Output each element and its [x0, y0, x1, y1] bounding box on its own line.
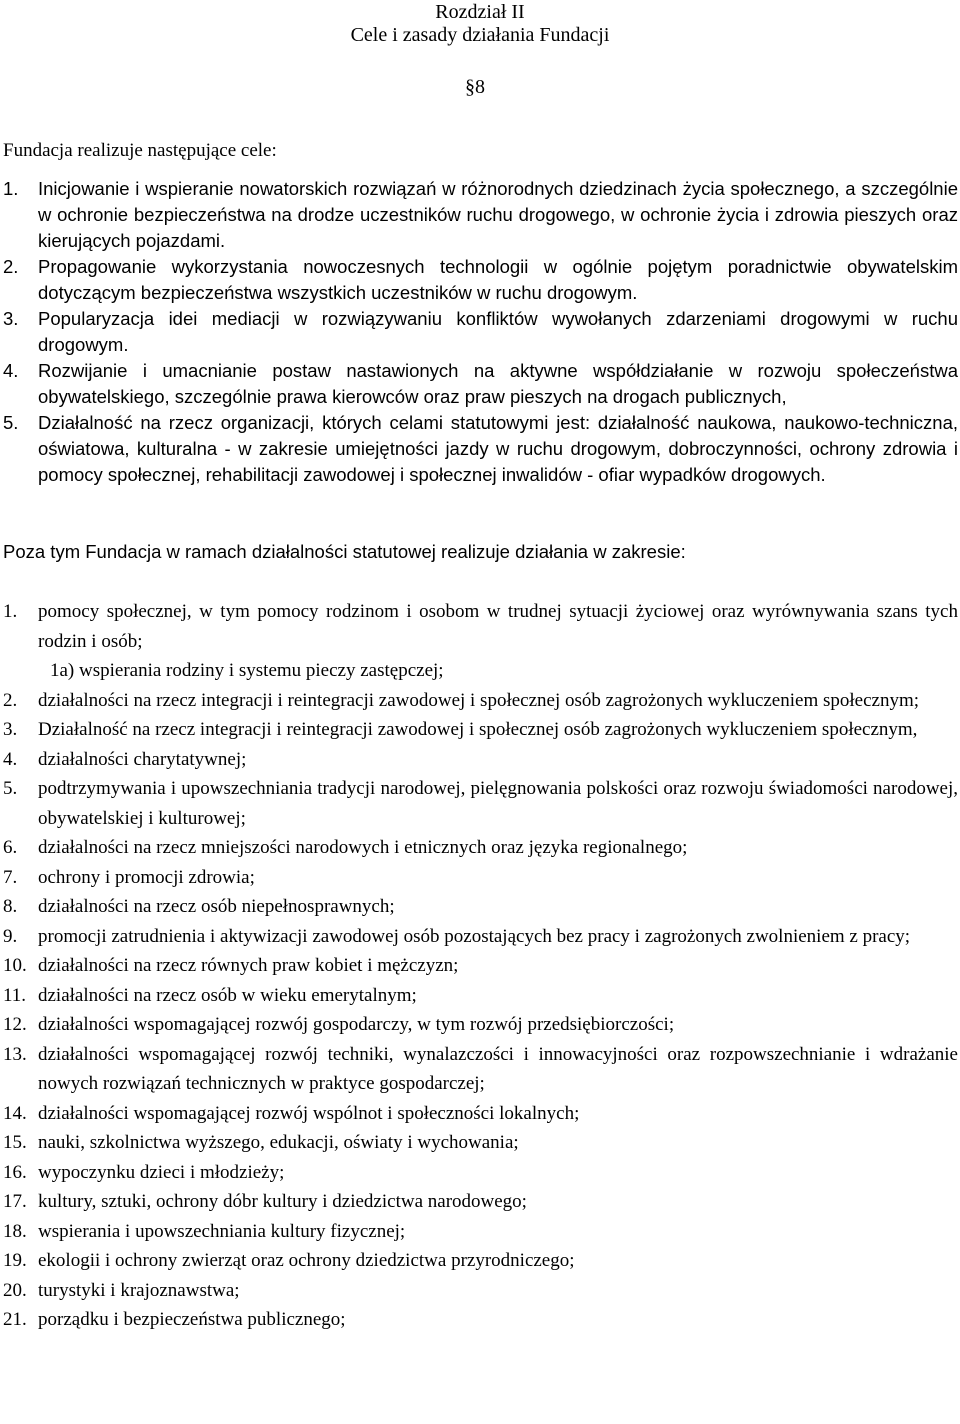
scope-number: 17. — [3, 1191, 27, 1212]
scope-text: wspierania i upowszechniania kultury fizycznej; — [38, 1220, 406, 1242]
scope-number: 8. — [3, 896, 18, 917]
scope-number: 14. — [3, 1102, 27, 1124]
scope-item — [3, 715, 958, 745]
scope-item — [3, 1040, 958, 1099]
goal-number: 2. — [3, 256, 19, 277]
scope-item — [3, 1128, 958, 1158]
scope-text: działalności na rzecz osób niepełnosprawnych; — [38, 896, 395, 917]
goal-item — [3, 306, 958, 358]
goal-number: 1. — [3, 178, 19, 199]
scope-item — [3, 922, 958, 952]
goal-number: 3. — [3, 308, 19, 329]
scope-item — [3, 892, 958, 922]
scope-item — [3, 1246, 958, 1276]
scope-text: porządku i bezpieczeństwa publicznego; — [38, 1309, 346, 1330]
goals-intro: Fundacja realizuje następujące cele: — [3, 140, 277, 161]
goal-text: Inicjowanie i wspieranie nowatorskich rozwiązań w różnorodnych dziedzinach życia społecznego, a szczególnie w ochronie bezpieczeństwa na drodze uczestników ruchu drogowego, w ochronie życia i zdrowia pieszych oraz kierujących pojazdami. — [38, 178, 958, 251]
goal-text: Propagowanie wykorzystania nowoczesnych technologii w ogólnie pojętym poradnictwie obywatelskim dotyczącym bezpieczeństwa wszystkich uczestników w ruchu drogowym. — [38, 256, 958, 303]
scope-text: działalności wspomagającej rozwój gospodarczy, w tym rozwój przedsiębiorczości; — [38, 1014, 675, 1035]
scope-number: 18. — [3, 1220, 27, 1242]
goal-item — [3, 410, 958, 488]
goal-item — [3, 254, 958, 306]
scope-number: 3. — [3, 719, 18, 740]
scope-number: 11. — [3, 984, 27, 1006]
scope-intro: Poza tym Fundacja w ramach działalności statutowej realizuje działania w zakresie: — [3, 541, 686, 562]
scope-text: działalności na rzecz integracji i reintegracji zawodowej i społecznej osób zagrożonych wykluczeniem społecznym; — [38, 689, 920, 711]
scope-text: wypoczynku dzieci i młodzieży; — [38, 1161, 285, 1183]
scope-text: działalności na rzecz równych praw kobiet i mężczyzn; — [38, 955, 459, 976]
scope-number: 7. — [3, 866, 18, 888]
scope-item — [3, 1099, 958, 1129]
scope-text: Działalność na rzecz integracji i reintegracji zawodowej i społecznej osób zagrożonych wykluczeniem społecznym, — [38, 719, 918, 740]
scope-number: 20. — [3, 1279, 27, 1301]
goal-text: Działalność na rzecz organizacji, których celami statutowymi jest: działalność naukowa, naukowo-techniczna, oświatowa, kulturalna - w zakresie umiejętności jazdy w ruchu drogowym, dobroczynności, ochrony zdrowia i pomocy społecznej, rehabilitacji zawodowej i społecznej inwalidów - ofiar wypadków drogowych. — [38, 412, 958, 485]
scope-text: działalności charytatywnej; — [38, 748, 247, 770]
scope-item — [3, 1305, 958, 1335]
scope-number: 15. — [3, 1132, 27, 1153]
scope-item — [3, 833, 958, 863]
section-mark: §8 — [465, 76, 485, 98]
scope-text: działalności wspomagającej rozwój techniki, wynalazczości i innowacyjności oraz rozpowszechnianie i wdrażanie nowych rozwiązań technicznych w praktyce gospodarczej; — [38, 1043, 958, 1094]
scope-text: turystyki i krajoznawstwa; — [38, 1279, 240, 1301]
scope-item — [3, 1010, 958, 1040]
goal-number: 4. — [3, 360, 19, 381]
scope-text: działalności na rzecz mniejszości narodowych i etnicznych oraz języka regionalnego; — [38, 837, 688, 858]
scope-number: 2. — [3, 689, 18, 711]
scope-text: nauki, szkolnictwa wyższego, edukacji, oświaty i wychowania; — [38, 1132, 519, 1153]
scope-text: kultury, sztuki, ochrony dóbr kultury i dziedzictwa narodowego; — [38, 1191, 527, 1212]
goal-number: 5. — [3, 412, 19, 433]
scope-number: 5. — [3, 778, 18, 799]
scope-text: działalności wspomagającej rozwój wspólnot i społeczności lokalnych; — [38, 1102, 580, 1124]
scope-item — [3, 1158, 958, 1188]
scope-number: 1. — [3, 601, 18, 622]
goal-text: Popularyzacja idei mediacji w rozwiązywaniu konfliktów wywołanych zdarzeniami drogowymi w ruchu drogowym. — [38, 308, 958, 355]
scope-text: pomocy społecznej, w tym pomocy rodzinom i osobom w trudnej sytuacji życiowej oraz wyrównywania szans tych rodzin i osób; — [38, 601, 958, 652]
chapter-number: Rozdział II — [435, 1, 525, 23]
scope-item — [3, 745, 958, 775]
goal-item — [3, 176, 958, 254]
scope-subitem: 1a) wspierania rodziny i systemu pieczy zastępczej; — [50, 660, 444, 681]
scope-item — [3, 1187, 958, 1217]
scope-item — [3, 1276, 958, 1306]
scope-item — [3, 1217, 958, 1247]
scope-item — [3, 597, 958, 656]
scope-text: podtrzymywania i upowszechniania tradycji narodowej, pielęgnowania polskości oraz rozwoju świadomości narodowej, obywatelskiej i kulturowej; — [38, 778, 958, 829]
goal-item — [3, 358, 958, 410]
scope-number: 19. — [3, 1250, 27, 1271]
goals-list — [3, 176, 958, 488]
scope-list — [3, 597, 958, 1335]
scope-number: 4. — [3, 748, 18, 770]
scope-text: ekologii i ochrony zwierząt oraz ochrony dziedzictwa przyrodniczego; — [38, 1250, 575, 1271]
scope-number: 21. — [3, 1309, 27, 1330]
scope-number: 12. — [3, 1014, 27, 1035]
scope-text: promocji zatrudnienia i aktywizacji zawodowej osób pozostających bez pracy i zagrożonych zwolnieniem z pracy; — [38, 925, 911, 947]
goal-text: Rozwijanie i umacnianie postaw nastawionych na aktywne współdziałanie w rozwoju społeczeństwa obywatelskiego, szczególnie prawa kierowców oraz praw pieszych na drogach publicznych, — [38, 360, 958, 407]
scope-number: 10. — [3, 955, 27, 976]
scope-item — [3, 686, 958, 716]
scope-item — [3, 981, 958, 1011]
scope-number: 9. — [3, 925, 18, 947]
scope-item — [3, 863, 958, 893]
scope-number: 6. — [3, 837, 18, 858]
scope-item — [3, 774, 958, 833]
scope-text: działalności na rzecz osób w wieku emerytalnym; — [38, 984, 417, 1006]
scope-item — [3, 951, 958, 981]
chapter-title: Cele i zasady działania Fundacji — [350, 24, 610, 46]
scope-text: ochrony i promocji zdrowia; — [38, 866, 255, 888]
scope-number: 16. — [3, 1161, 27, 1183]
scope-number: 13. — [3, 1043, 27, 1065]
